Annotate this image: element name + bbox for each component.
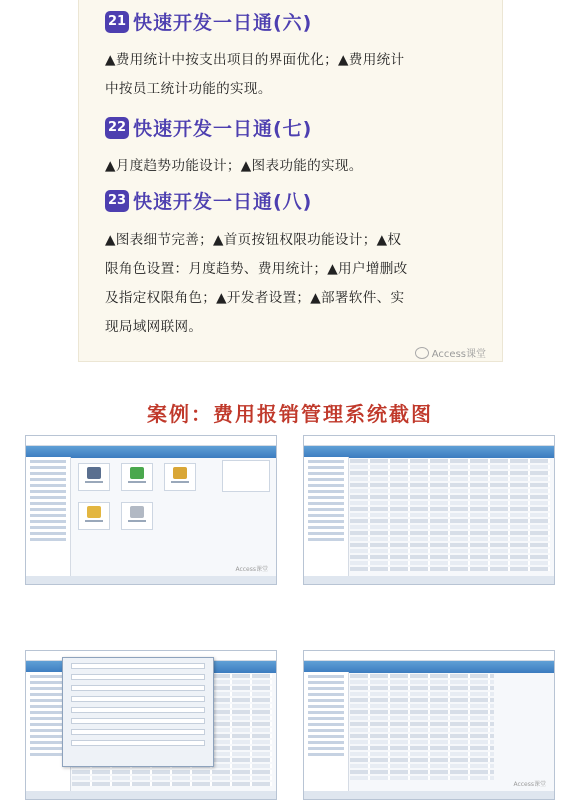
description-line: 现局域网联网。 xyxy=(105,319,203,335)
description-line: ▲费用统计中按支出项目的界面优化；▲费用统计 xyxy=(105,52,405,68)
status-bar xyxy=(304,576,554,584)
description-line: 及指定权限角色；▲开发者设置；▲部署软件、实 xyxy=(105,290,405,306)
data-grid xyxy=(350,459,550,574)
section-description xyxy=(105,46,485,104)
section-description xyxy=(105,152,485,181)
section-title: 快速开发一日通(七) xyxy=(133,118,313,140)
description-line: ▲月度趋势功能设计；▲图表功能的实现。 xyxy=(105,158,363,174)
description-line: 限角色设置：月度趋势、费用统计；▲用户增删改 xyxy=(105,261,408,277)
nav-tree xyxy=(26,457,71,576)
section-heading xyxy=(105,187,312,214)
edit-dialog xyxy=(62,657,214,767)
status-bar xyxy=(304,791,554,799)
section-number-badge: 23 xyxy=(105,190,129,212)
section-number-badge: 21 xyxy=(105,11,129,33)
home-tile xyxy=(78,502,110,530)
screenshot-expense-list xyxy=(303,435,555,585)
section-description xyxy=(105,226,485,342)
window-titlebar xyxy=(304,436,554,446)
home-tile xyxy=(78,463,110,491)
status-bar xyxy=(26,791,276,799)
screenshot-edit-dialog xyxy=(25,650,277,800)
section-title: 快速开发一日通(八) xyxy=(133,191,313,213)
watermark-text: Access课堂 xyxy=(431,349,486,360)
wechat-bubble-icon xyxy=(415,347,429,359)
status-bar xyxy=(26,576,276,584)
stats-grid xyxy=(350,674,494,789)
section-heading xyxy=(105,8,312,35)
nav-tree xyxy=(304,672,349,791)
course-outline-card xyxy=(78,0,503,362)
screenshot-statistics xyxy=(303,650,555,800)
home-tile xyxy=(121,463,153,491)
watermark: Access课堂 xyxy=(235,566,268,573)
nav-tree xyxy=(304,457,349,576)
watermark xyxy=(415,345,486,360)
window-titlebar xyxy=(304,651,554,661)
section-number-badge: 22 xyxy=(105,117,129,139)
home-tile xyxy=(164,463,196,491)
info-panel xyxy=(222,460,270,492)
section-heading xyxy=(105,114,312,141)
description-line: 中按员工统计功能的实现。 xyxy=(105,81,272,97)
home-tile xyxy=(121,502,153,530)
section-title: 快速开发一日通(六) xyxy=(133,12,313,34)
screenshot-home xyxy=(25,435,277,585)
description-line: ▲图表细节完善；▲首页按钮权限功能设计；▲权 xyxy=(105,232,402,248)
watermark: Access课堂 xyxy=(513,781,546,788)
case-title: 案例：费用报销管理系统截图 xyxy=(147,402,433,426)
window-titlebar xyxy=(26,436,276,446)
